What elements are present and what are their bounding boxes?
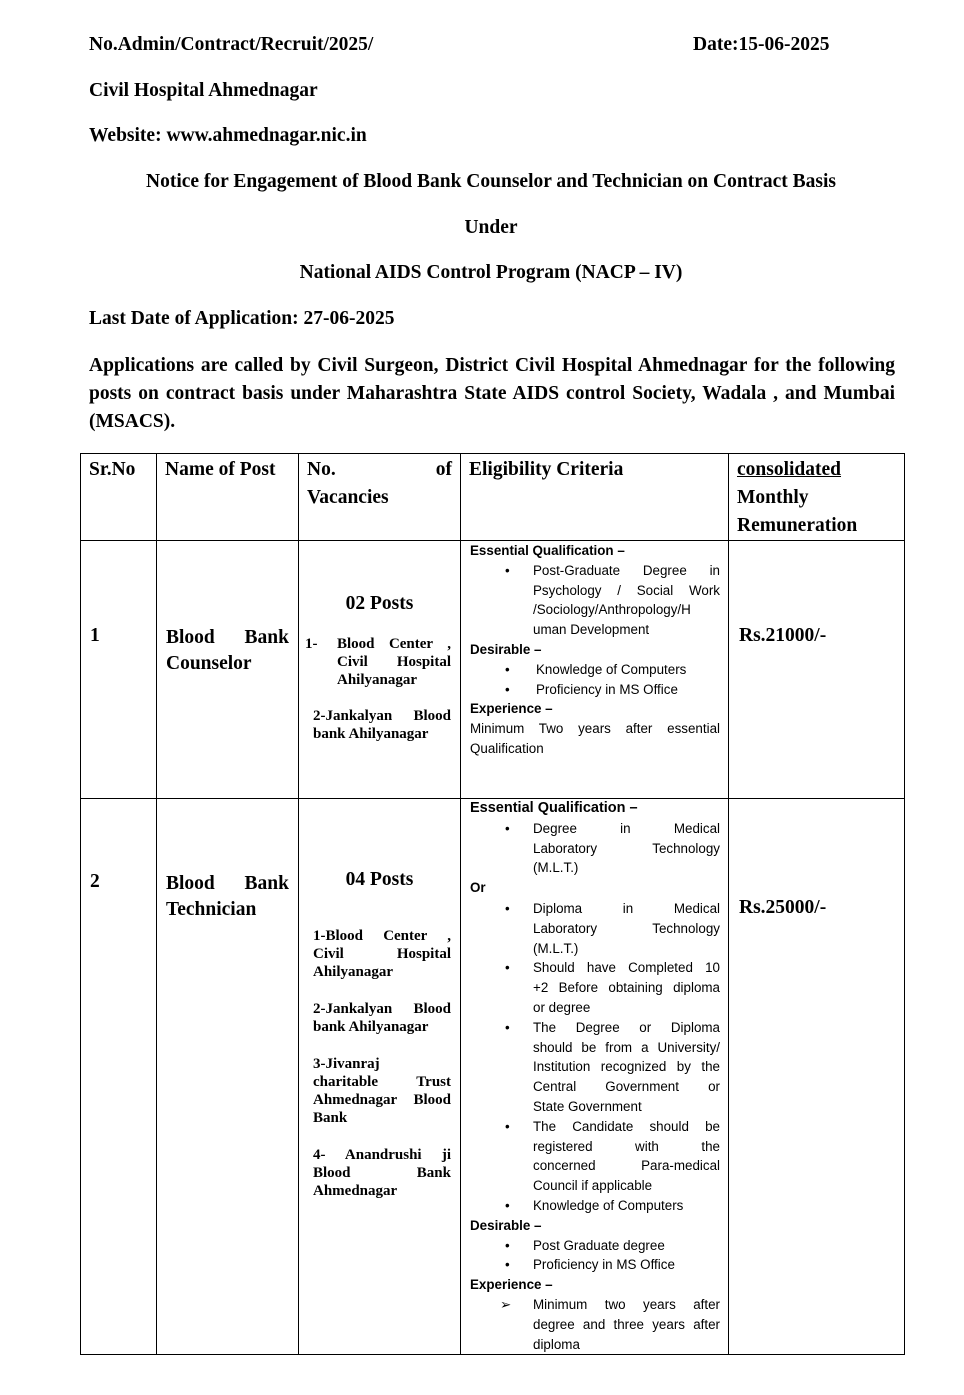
header-rem-monthly: Monthly [737, 487, 809, 508]
text-line: registered with the [533, 1138, 720, 1154]
row-eligibility [461, 541, 729, 799]
header-vacancies-word: Vacancies [307, 487, 389, 508]
text-line: • The Candidate should be [533, 1118, 720, 1134]
location-line: Civil Hospital [313, 946, 451, 962]
desirable-label: Desirable – [470, 1217, 542, 1233]
vacancy-location-3 [299, 1055, 460, 1127]
essential-item: • Knowledge of Computers [470, 1196, 720, 1216]
text-line: /Sociology/Anthropology/H [533, 602, 691, 618]
header-rem-remuneration: Remuneration [737, 515, 858, 536]
vacancy-location-4 [299, 1146, 460, 1200]
desirable-item: • Proficiency in MS Office [470, 1255, 720, 1275]
row-remuneration [729, 541, 905, 799]
location-line: Bank [313, 1110, 348, 1126]
text-line: Psychology / Social Work [533, 582, 720, 598]
text-line: State Government [533, 1098, 642, 1114]
reference-number: No.Admin/Contract/Recruit/2025/ [89, 34, 374, 55]
essential-item [470, 561, 720, 640]
row-vacancies [299, 799, 461, 1355]
text-line: ➢ Minimum two years after [533, 1296, 720, 1312]
post-name-line2: Counselor [166, 653, 252, 674]
location-line: bank Ahilyanagar [313, 1019, 429, 1035]
text-line: uman Development [533, 622, 650, 638]
notice-under: Under [464, 217, 518, 238]
header-rem-consolidated: consolidated [737, 459, 842, 480]
hospital-name: Civil Hospital Ahmednagar [89, 80, 318, 101]
row-vacancies [299, 541, 461, 799]
essential-label: Essential Qualification – [470, 800, 638, 816]
text-line: Institution recognized by the [533, 1059, 720, 1075]
location-number: 1- [305, 636, 318, 652]
header-vacancies-no: No. [307, 459, 336, 480]
desirable-item: • Proficiency in MS Office [470, 680, 720, 700]
essential-label: Essential Qualification – [470, 543, 625, 558]
text-line: diploma [533, 1336, 580, 1352]
text-line: Central Government or [533, 1079, 720, 1095]
desirable-item: • Post Graduate degree [470, 1236, 720, 1256]
post-name-line1: Blood Bank [166, 627, 289, 648]
remuneration-value: Rs.25000/- [739, 897, 827, 918]
vacancy-location-2 [299, 707, 460, 743]
experience-label: Experience – [470, 1277, 553, 1293]
row-remuneration [729, 799, 905, 1355]
text-line: (M.L.T.) [533, 860, 579, 876]
header-remuneration [729, 454, 905, 541]
experience-text: Qualification [470, 740, 544, 756]
location-line: 2-Jankalyan Blood [313, 1001, 451, 1017]
row-eligibility [461, 799, 729, 1355]
essential-item [470, 899, 720, 958]
vacancy-location-1 [299, 635, 460, 689]
text-line: • Post-Graduate Degree in [533, 562, 720, 578]
header-vacancies-of: of [435, 459, 452, 480]
row-sr-value: 1 [90, 625, 100, 646]
location-line: Civil Hospital [337, 654, 451, 670]
location-line: 4- Anandrushi ji [313, 1147, 451, 1163]
post-name-line1: Blood Bank [166, 873, 289, 894]
vacancy-count: 02 Posts [345, 593, 414, 614]
location-line: Ahmednagar [313, 1183, 398, 1199]
experience-item [470, 1295, 720, 1354]
location-line: 3-Jivanraj [313, 1056, 380, 1072]
vacancy-table [80, 453, 905, 1355]
desirable-label: Desirable – [470, 641, 542, 657]
text-line: • The Degree or Diploma [533, 1019, 720, 1035]
location-line: Blood Center , [337, 636, 451, 652]
text-line: degree and three years after [533, 1316, 720, 1332]
notice-date: Date:15-06-2025 [693, 34, 830, 55]
post-name-line2: Technician [166, 899, 257, 920]
header-vacancies [299, 454, 461, 541]
essential-item [470, 958, 720, 1017]
location-line: Ahmednagar Blood [313, 1092, 451, 1108]
essential-item [470, 1117, 720, 1196]
row-post-name [157, 541, 299, 799]
essential-item [470, 819, 720, 878]
text-line: +2 Before obtaining diploma [533, 980, 720, 996]
location-line: Blood Bank [313, 1165, 451, 1181]
header-eligibility: Eligibility Criteria [461, 454, 729, 541]
text-line: should be from a University/ [533, 1039, 720, 1055]
remuneration-value: Rs.21000/- [739, 625, 827, 646]
text-line: Council if applicable [533, 1178, 653, 1194]
row-sr-no [81, 799, 157, 1355]
experience-label: Experience – [470, 701, 553, 717]
vacancy-count: 04 Posts [345, 869, 414, 890]
location-line: 2-Jankalyan Blood [313, 708, 451, 724]
location-line: Ahilyanagar [337, 672, 418, 688]
text-line: Laboratory Technology [533, 840, 720, 856]
table-header-row [81, 454, 905, 541]
notice-title: Notice for Engagement of Blood Bank Counselor and Technician on Contract Basis [146, 171, 836, 192]
text-line: • Degree in Medical [533, 820, 720, 836]
or-label: Or [470, 880, 486, 896]
location-line: charitable Trust [313, 1074, 451, 1090]
row-post-name [157, 799, 299, 1355]
header-post-name: Name of Post [157, 454, 299, 541]
location-line: bank Ahilyanagar [313, 726, 429, 742]
vacancy-location-1 [299, 927, 460, 981]
table-row [81, 799, 905, 1355]
text-line: or degree [533, 999, 591, 1015]
experience-text: Minimum Two years after essential [470, 721, 720, 737]
location-line: 1-Blood Center , [313, 928, 451, 944]
text-line: (M.L.T.) [533, 940, 579, 956]
text-line: Laboratory Technology [533, 920, 720, 936]
desirable-item: • Knowledge of Computers [470, 660, 720, 680]
intro-paragraph: Applications are called by Civil Surgeon, District Civil Hospital Ahmednagar for the following posts on contract basis under Maharashtra State AIDS control Society, Wadala , and Mumbai (MSACS). [89, 355, 895, 432]
table-row [81, 541, 905, 799]
header-sr-no: Sr.No [81, 454, 157, 541]
row-sr-value: 2 [90, 871, 100, 892]
essential-item [470, 1018, 720, 1117]
vacancy-location-2 [299, 1000, 460, 1036]
text-line: concerned Para-medical [533, 1158, 720, 1174]
row-sr-no [81, 541, 157, 799]
website: Website: www.ahmednagar.nic.in [89, 125, 367, 146]
location-line: Ahilyanagar [313, 964, 394, 980]
text-line: • Diploma in Medical [533, 900, 720, 916]
text-line: • Should have Completed 10 [533, 960, 720, 976]
program-name: National AIDS Control Program (NACP – IV) [299, 262, 683, 283]
last-date: Last Date of Application: 27-06-2025 [89, 308, 395, 329]
